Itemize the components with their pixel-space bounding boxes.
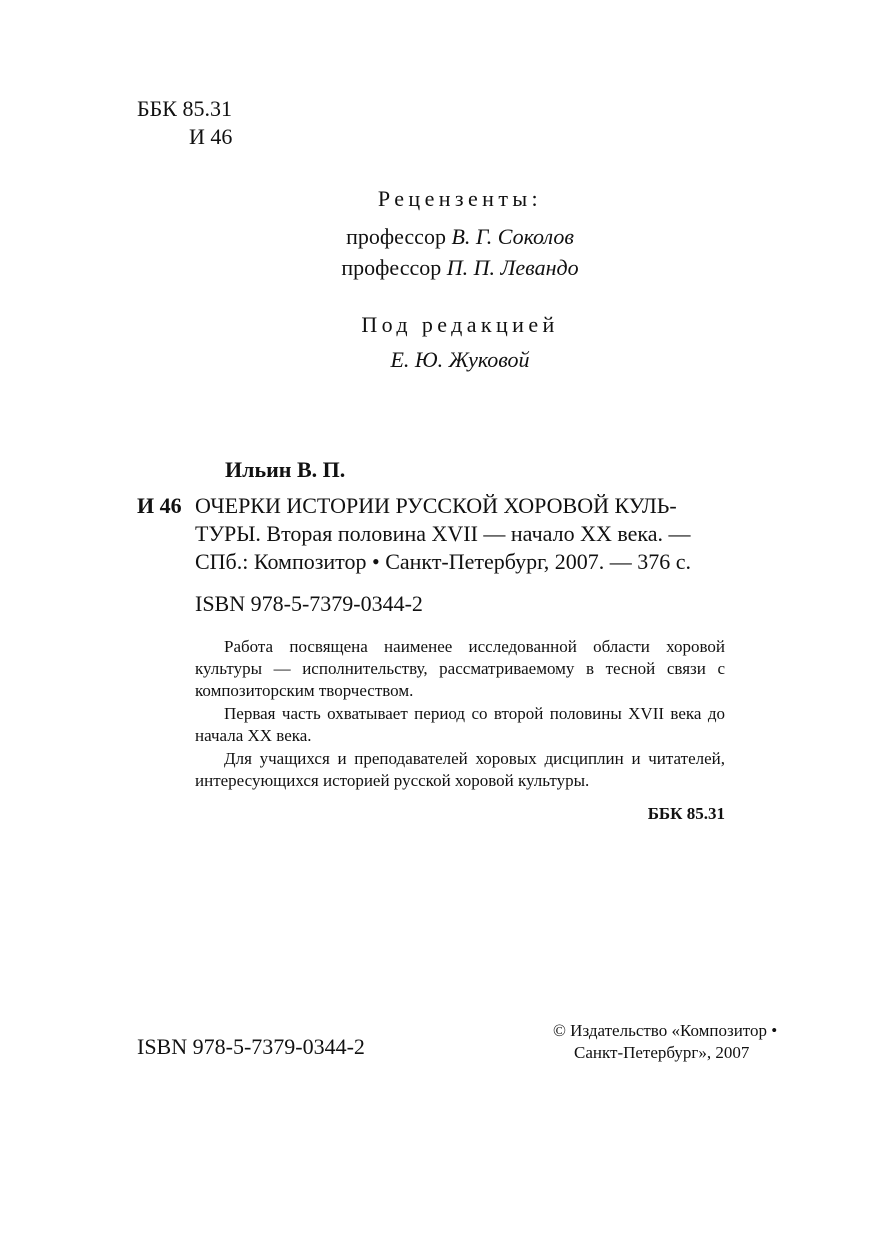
- reviewers-heading: Рецензенты:: [377, 186, 543, 211]
- bbk-label: ББК: [137, 96, 177, 121]
- footer-isbn: ISBN 978-5-7379-0344-2: [137, 1034, 365, 1059]
- author-mark-top: И 46: [189, 124, 233, 149]
- reviewer-2-title: профессор: [341, 255, 442, 280]
- reviewer-2: [0, 255, 876, 281]
- editor-heading: Под редакцией: [361, 312, 559, 337]
- annotation-paragraph-2: Первая часть охватывает период со второй половины XVII века до начала XX века.: [195, 704, 725, 745]
- annotation-paragraph-1: Работа посвящена наименее исследованной области хоровой культуры — исполнительству, рассматриваемому в тесной связи с композиторским творчеством.: [195, 637, 725, 700]
- record-title-line-2: ТУРЫ. Вторая половина XVII — начало XX века. —: [195, 521, 691, 546]
- record-isbn: ISBN 978-5-7379-0344-2: [195, 591, 423, 616]
- bbk-code-bottom: ББК 85.31: [647, 804, 725, 823]
- reviewer-1: [0, 224, 876, 250]
- copyright-line-1: © Издательство «Композитор •: [553, 1021, 778, 1040]
- record-title-line-3: СПб.: Композитор • Санкт-Петербург, 2007. — 376 с.: [195, 549, 691, 574]
- editor-name: Е. Ю. Жуковой: [390, 347, 530, 372]
- annotation-paragraph-3: Для учащихся и преподавателей хоровых дисциплин и читателей, интересующихся историей русской хоровой культуры.: [195, 749, 725, 790]
- bbk-code-value: 85.31: [182, 96, 232, 121]
- reviewer-1-title: профессор: [346, 224, 446, 249]
- record-title-line-1: ОЧЕРКИ ИСТОРИИ РУССКОЙ ХОРОВОЙ КУЛЬ-: [195, 493, 677, 518]
- record-author-mark: И 46: [137, 493, 182, 518]
- bbk-code-top: [137, 96, 232, 122]
- record-author: Ильин В. П.: [225, 457, 346, 482]
- copyright-line-2: Санкт-Петербург», 2007: [574, 1043, 750, 1062]
- reviewer-1-name: В. Г. Соколов: [451, 224, 574, 249]
- reviewer-2-name: П. П. Левандо: [446, 255, 579, 280]
